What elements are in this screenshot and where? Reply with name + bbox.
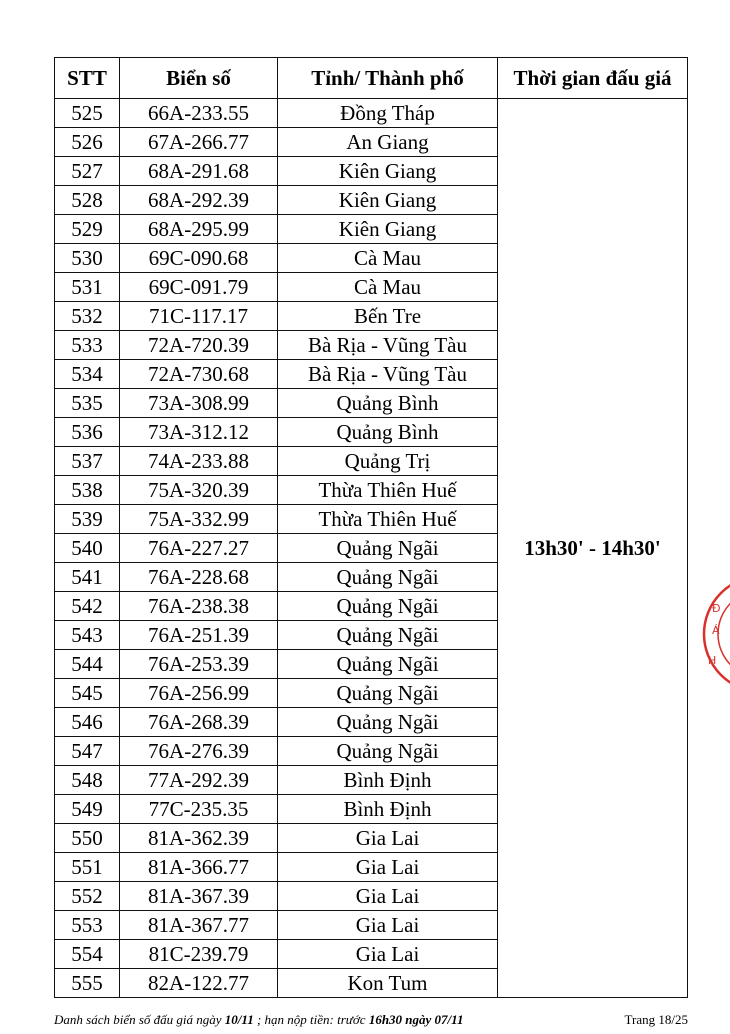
cell-province: Thừa Thiên Huế (278, 476, 498, 505)
cell-stt: 540 (55, 534, 120, 563)
cell-plate: 81A-367.77 (120, 911, 278, 940)
header-province: Tỉnh/ Thành phố (278, 58, 498, 99)
official-seal-stamp (700, 572, 730, 692)
cell-stt: 546 (55, 708, 120, 737)
cell-stt: 552 (55, 882, 120, 911)
cell-province: Gia Lai (278, 882, 498, 911)
cell-plate: 72A-730.68 (120, 360, 278, 389)
cell-stt: 525 (55, 99, 120, 128)
cell-stt: 534 (55, 360, 120, 389)
svg-text:Á: Á (712, 624, 720, 637)
cell-plate: 73A-312.12 (120, 418, 278, 447)
header-stt: STT (55, 58, 120, 99)
cell-plate: 81A-366.77 (120, 853, 278, 882)
footer-note (54, 1012, 463, 1028)
cell-stt: 530 (55, 244, 120, 273)
cell-plate: 76A-268.39 (120, 708, 278, 737)
cell-province: Cà Mau (278, 244, 498, 273)
svg-text:Đ: Đ (712, 602, 721, 615)
license-plate-table (54, 57, 688, 998)
cell-stt: 529 (55, 215, 120, 244)
cell-province: Gia Lai (278, 853, 498, 882)
cell-province: Quảng Ngãi (278, 650, 498, 679)
cell-plate: 76A-238.38 (120, 592, 278, 621)
seal-stamp-icon (700, 572, 730, 692)
page-number: Trang 18/25 (624, 1012, 688, 1027)
cell-plate: 74A-233.88 (120, 447, 278, 476)
cell-province: Kiên Giang (278, 157, 498, 186)
cell-stt: 541 (55, 563, 120, 592)
cell-plate: 82A-122.77 (120, 969, 278, 998)
cell-province: Quảng Ngãi (278, 679, 498, 708)
cell-province: Quảng Bình (278, 389, 498, 418)
cell-stt: 542 (55, 592, 120, 621)
cell-stt: 545 (55, 679, 120, 708)
cell-province: Bà Rịa - Vũng Tàu (278, 360, 498, 389)
cell-plate: 68A-292.39 (120, 186, 278, 215)
cell-stt: 539 (55, 505, 120, 534)
cell-plate: 69C-091.79 (120, 273, 278, 302)
table-row (55, 99, 688, 128)
header-plate: Biển số (120, 58, 278, 99)
cell-plate: 77C-235.35 (120, 795, 278, 824)
cell-stt: 544 (55, 650, 120, 679)
cell-stt: 549 (55, 795, 120, 824)
cell-province: Kiên Giang (278, 215, 498, 244)
cell-plate: 73A-308.99 (120, 389, 278, 418)
cell-stt: 548 (55, 766, 120, 795)
cell-province: Cà Mau (278, 273, 498, 302)
cell-province: Quảng Ngãi (278, 563, 498, 592)
cell-stt: 527 (55, 157, 120, 186)
cell-province: Thừa Thiên Huế (278, 505, 498, 534)
cell-plate: 71C-117.17 (120, 302, 278, 331)
cell-stt: 555 (55, 969, 120, 998)
cell-province: Kiên Giang (278, 186, 498, 215)
cell-stt: 543 (55, 621, 120, 650)
table-header-row (55, 58, 688, 99)
cell-plate: 81A-367.39 (120, 882, 278, 911)
cell-province: Quảng Ngãi (278, 737, 498, 766)
cell-province: Bình Định (278, 766, 498, 795)
footer-text-1: Danh sách biển số đấu giá ngày (54, 1012, 225, 1027)
cell-plate: 76A-227.27 (120, 534, 278, 563)
cell-plate: 76A-251.39 (120, 621, 278, 650)
cell-province: An Giang (278, 128, 498, 157)
cell-plate: 69C-090.68 (120, 244, 278, 273)
cell-stt: 537 (55, 447, 120, 476)
cell-province: Quảng Ngãi (278, 621, 498, 650)
cell-plate: 76A-276.39 (120, 737, 278, 766)
cell-province: Quảng Trị (278, 447, 498, 476)
cell-plate: 77A-292.39 (120, 766, 278, 795)
cell-province: Đồng Tháp (278, 99, 498, 128)
cell-stt: 533 (55, 331, 120, 360)
footer-text-2: ; hạn nộp tiền: trước (253, 1012, 369, 1027)
footer-auction-date: 10/11 (224, 1012, 254, 1027)
cell-plate: 75A-332.99 (120, 505, 278, 534)
cell-province: Quảng Ngãi (278, 592, 498, 621)
cell-stt: 531 (55, 273, 120, 302)
cell-stt: 551 (55, 853, 120, 882)
cell-stt: 536 (55, 418, 120, 447)
cell-province: Kon Tum (278, 969, 498, 998)
cell-stt: 547 (55, 737, 120, 766)
cell-province: Gia Lai (278, 911, 498, 940)
footer-payment-deadline: 16h30 ngày 07/11 (368, 1012, 464, 1027)
cell-plate: 76A-253.39 (120, 650, 278, 679)
cell-province: Bến Tre (278, 302, 498, 331)
cell-plate: 81A-362.39 (120, 824, 278, 853)
svg-text:H: H (708, 654, 717, 667)
cell-plate: 68A-291.68 (120, 157, 278, 186)
cell-stt: 538 (55, 476, 120, 505)
cell-plate: 75A-320.39 (120, 476, 278, 505)
cell-stt: 553 (55, 911, 120, 940)
cell-stt: 535 (55, 389, 120, 418)
cell-province: Quảng Bình (278, 418, 498, 447)
cell-stt: 554 (55, 940, 120, 969)
cell-province: Bà Rịa - Vũng Tàu (278, 331, 498, 360)
table-body (55, 99, 688, 998)
cell-province: Bình Định (278, 795, 498, 824)
cell-stt: 526 (55, 128, 120, 157)
header-auction-time: Thời gian đấu giá (498, 58, 688, 99)
cell-province: Quảng Ngãi (278, 534, 498, 563)
cell-plate: 81C-239.79 (120, 940, 278, 969)
cell-plate: 68A-295.99 (120, 215, 278, 244)
cell-province: Gia Lai (278, 824, 498, 853)
cell-stt: 550 (55, 824, 120, 853)
cell-plate: 66A-233.55 (120, 99, 278, 128)
cell-province: Gia Lai (278, 940, 498, 969)
cell-stt: 532 (55, 302, 120, 331)
cell-plate: 76A-228.68 (120, 563, 278, 592)
cell-auction-time: 13h30' - 14h30' (498, 99, 688, 998)
cell-plate: 67A-266.77 (120, 128, 278, 157)
cell-province: Quảng Ngãi (278, 708, 498, 737)
cell-stt: 528 (55, 186, 120, 215)
cell-plate: 72A-720.39 (120, 331, 278, 360)
cell-plate: 76A-256.99 (120, 679, 278, 708)
